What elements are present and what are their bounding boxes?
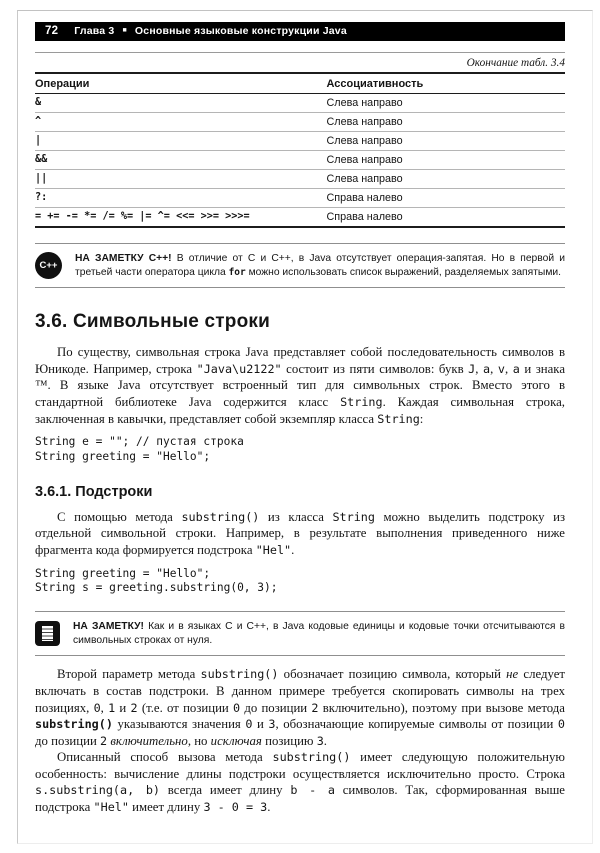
table-row	[35, 151, 565, 170]
associativity-cell: Слева направо	[326, 135, 403, 147]
subsection-paragraph-3: Описанный способ вызова метода substring() имеет следующую положительную особенность: вычисление длины подстроки осуществляется исключительно просто. Строка s.substring(a, b) всегда имеет длину b - a символов. Так, сформированная выше подстрока "Hel" имеет длину 3 - 0 = 3.	[35, 750, 565, 815]
associativity-cell: Слева направо	[326, 173, 403, 185]
note-general-text: НА ЗАМЕТКУ! Как и в языках C и C++, в Java кодовые единицы и кодовые точки отсчитываются в символьных строках от нуля.	[73, 621, 565, 646]
operator-cell: ^	[35, 116, 42, 127]
code-block-substring	[35, 567, 565, 597]
subsection-paragraph-2: Второй параметр метода substring() обозначает позицию символа, который не следует включать в состав подстроки. В данном примере требуется скопировать символы на трех позициях, 0, 1 и 2 (т.е. от позиции 0 до позиции 2 включительно), поэтому при вызове метода substring() указываются значения 0 и 3, обозначающие копируемые символы от позиции 0 до позиции 2 включительно, но исключая позицию 3.	[35, 667, 566, 748]
page-number: 72	[45, 25, 59, 37]
operators-table	[35, 72, 565, 228]
col-header-operations: Операции	[35, 78, 90, 90]
separator-square-icon: ■	[122, 26, 127, 34]
running-header	[35, 22, 565, 41]
table-row	[35, 94, 565, 113]
code-line: String e = ""; // пустая строка	[35, 435, 244, 449]
cpp-note-icon	[35, 252, 62, 279]
associativity-cell: Слева направо	[326, 97, 403, 109]
code-line: String greeting = "Hello";	[35, 566, 211, 580]
code-line: String greeting = "Hello";	[35, 449, 211, 463]
operator-cell: ||	[35, 173, 48, 184]
associativity-cell: Справа налево	[326, 211, 403, 223]
cpp-icon-label: C++	[39, 260, 58, 272]
table-row	[35, 208, 565, 228]
associativity-cell: Слева направо	[326, 154, 403, 166]
operator-cell: &&	[35, 154, 48, 165]
chapter-label: Глава 3	[74, 25, 115, 37]
note-box-cpp	[35, 243, 565, 288]
table-row	[35, 189, 565, 208]
associativity-cell: Справа налево	[326, 192, 403, 204]
note-box-general	[35, 611, 565, 656]
section-paragraph: По существу, символьная строка Java представляет собой последовательность символов в Юникоде. Например, строка "Java\u2122" состоит из пяти символов: букв J, a, v, a и знака ™. В языке Java отсутствует встроенный тип для символьных строк. Вместо этого в стандартной библиотеке Java содержится класс String. Каждая символьная строка, заключенная в кавычки, представляет собой экземпляр класса String:	[35, 345, 565, 426]
table-row	[35, 132, 565, 151]
table-row	[35, 170, 565, 189]
table-header-row	[35, 73, 565, 94]
operator-cell: = += -= *= /= %= |= ^= <<= >>= >>>=	[35, 211, 250, 222]
code-block-string-declarations	[35, 435, 565, 465]
operator-cell: ?:	[35, 192, 48, 203]
note-sheet-glyph	[42, 626, 53, 641]
subsection-heading: 3.6.1. Подстроки	[35, 483, 153, 500]
section-heading: 3.6. Символьные строки	[35, 311, 270, 333]
associativity-cell: Слева направо	[326, 116, 403, 128]
table-caption: Окончание табл. 3.4	[35, 52, 565, 69]
operator-cell: &	[35, 97, 42, 108]
col-header-associativity: Ассоциативность	[326, 78, 424, 90]
page-content	[35, 52, 565, 816]
note-icon	[35, 621, 60, 646]
chapter-title: Основные языковые конструкции Java	[134, 25, 347, 37]
table-row	[35, 113, 565, 132]
code-line: String s = greeting.substring(0, 3);	[35, 581, 278, 595]
note-cpp-text: НА ЗАМЕТКУ C++! В отличие от C и C++, в Java отсутствует операция-запятая. Но в первой и третьей части оператора цикла for можно использовать список выражений, разделяемых запятыми.	[75, 253, 565, 278]
subsection-paragraph-1: С помощью метода substring() из класса String можно выделить подстроку из отдельной символьной строки. Например, в результате выполнения приведенного ниже фрагмента кода формируется подстрока "Hel".	[35, 509, 565, 557]
operator-cell: |	[35, 135, 42, 146]
